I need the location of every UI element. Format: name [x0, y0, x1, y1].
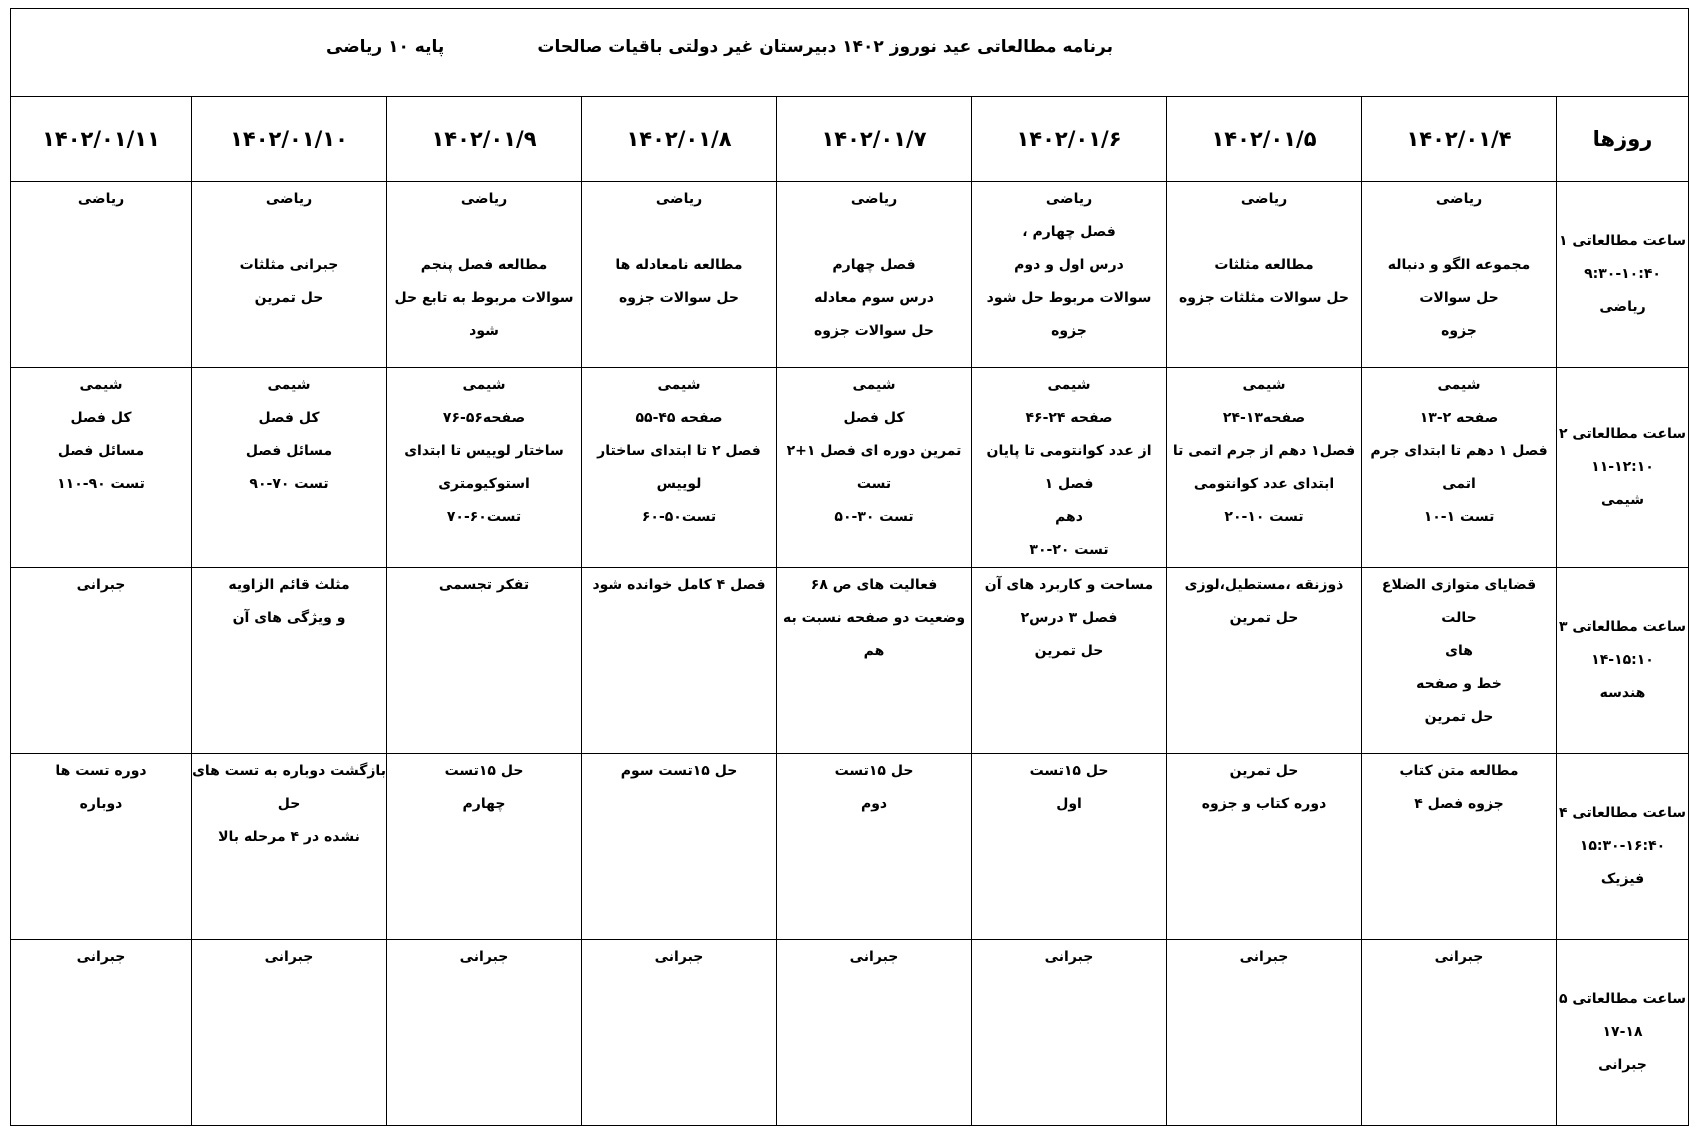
- schedule-cell: [972, 182, 1167, 368]
- schedule-cell: [11, 568, 192, 754]
- cell-line: سوالات مربوط به تابع حل شود: [394, 290, 574, 339]
- cell-line: مطالعه متن کتاب: [1399, 763, 1519, 779]
- date-header: ۱۴۰۲/۰۱/۱۱: [11, 97, 192, 182]
- cell-line: بازگشت دوباره به تست های: [192, 763, 386, 779]
- schedule-cell: [387, 754, 582, 940]
- days-header: روزها: [1557, 97, 1689, 182]
- cell-line: حل تمرین: [1229, 763, 1299, 779]
- date-header: ۱۴۰۲/۰۱/۵: [1167, 97, 1362, 182]
- cell-line: شیمی: [1047, 377, 1091, 393]
- slot-label-line: ریاضی: [1599, 299, 1646, 315]
- schedule-cell: [11, 754, 192, 940]
- cell-line: تست ۱-۱۰: [1423, 509, 1495, 525]
- date-header: ۱۴۰۲/۰۱/۷: [777, 97, 972, 182]
- cell-line: فصل ۱ دهم تا ابتدای جرم اتمی: [1370, 443, 1548, 492]
- cell-line: جبرانی: [76, 577, 126, 593]
- cell-line: جبرانی: [654, 949, 704, 965]
- schedule-cell: [1362, 568, 1557, 754]
- slot-label-line: فیزیک: [1600, 871, 1645, 887]
- cell-line: مثلث قائم الزاویه: [228, 577, 350, 593]
- cell-line: جزوه: [1441, 323, 1477, 339]
- cell-line: کل فصل: [258, 410, 320, 426]
- date-header: ۱۴۰۲/۰۱/۸: [582, 97, 777, 182]
- cell-line: ریاضی: [850, 191, 898, 207]
- slot-label-line: ۱۴-۱۵:۱۰: [1591, 652, 1654, 668]
- schedule-cell: [972, 368, 1167, 568]
- date-header: ۱۴۰۲/۰۱/۹: [387, 97, 582, 182]
- cell-line: مسائل فصل: [245, 443, 333, 459]
- cell-line: جزوه فصل ۴: [1414, 796, 1504, 812]
- cell-line: مطالعه نامعادله ها: [615, 257, 743, 273]
- cell-line: صفحه۵۶-۷۶: [442, 410, 526, 426]
- page-title: برنامه مطالعاتی عید نوروز ۱۴۰۲ دبیرستان غیر دولتی باقیات صالحات: [537, 37, 1114, 57]
- cell-line: های: [1445, 643, 1473, 659]
- slot-label-line: شیمی: [1600, 492, 1645, 508]
- study-slot-row: [11, 182, 1689, 368]
- cell-line: جزوه: [1051, 323, 1087, 339]
- cell-line: فصل ۳ درس۲: [1020, 610, 1118, 626]
- cell-line: ابتدای عدد کوانتومی: [1193, 476, 1335, 492]
- schedule-cell: [1167, 940, 1362, 1126]
- schedule-cell: [972, 940, 1167, 1126]
- cell-line: [1362, 216, 1556, 249]
- schedule-body: [11, 182, 1689, 1126]
- cell-line: حل تمرین: [1034, 643, 1104, 659]
- cell-line: دوره تست ها: [55, 763, 147, 779]
- schedule-cell: [192, 182, 387, 368]
- cell-line: دوم: [860, 796, 888, 812]
- cell-line: فصل ۴ کامل خوانده شود: [592, 577, 766, 593]
- cell-line: شیمی: [657, 377, 701, 393]
- cell-line: درس اول و دوم: [1014, 257, 1124, 273]
- cell-line: ریاضی: [1240, 191, 1288, 207]
- cell-line: [582, 216, 776, 249]
- schedule-cell: [582, 754, 777, 940]
- cell-line: فصل۱ دهم از جرم اتمی تا: [1172, 443, 1356, 459]
- schedule-cell: [1167, 368, 1362, 568]
- cell-line: تست ۳۰-۵۰: [834, 509, 914, 525]
- slot-label-line: ساعت مطالعاتی ۳: [1558, 619, 1687, 635]
- cell-line: [192, 216, 386, 249]
- cell-line: ریاضی: [655, 191, 703, 207]
- cell-line: شیمی: [852, 377, 896, 393]
- cell-line: وضعیت دو صفحه نسبت به هم: [783, 610, 966, 659]
- cell-line: صفحه ۲۴-۴۶: [1025, 410, 1113, 426]
- cell-line: شیمی: [462, 377, 506, 393]
- cell-line: مسائل فصل: [57, 443, 145, 459]
- cell-line: ریاضی: [265, 191, 313, 207]
- cell-line: [777, 216, 971, 249]
- date-header: ۱۴۰۲/۰۱/۱۰: [192, 97, 387, 182]
- slot-label-line: ساعت مطالعاتی ۵: [1558, 991, 1687, 1007]
- schedule-cell: [11, 182, 192, 368]
- cell-line: صفحه ۴۵-۵۵: [635, 410, 723, 426]
- title-row: [11, 9, 1689, 97]
- cell-line: مساحت و کاربرد های آن: [984, 577, 1154, 593]
- cell-line: تفکر تجسمی: [438, 577, 530, 593]
- schedule-cell: [582, 940, 777, 1126]
- slot-label-line: ۹:۳۰-۱۰:۴۰: [1584, 266, 1661, 282]
- date-header-row: [11, 97, 1689, 182]
- schedule-cell: [1167, 182, 1362, 368]
- cell-line: اول: [1056, 796, 1082, 812]
- cell-line: صفحه۱۳-۲۴: [1222, 410, 1306, 426]
- cell-line: حل سوالات مثلثات جزوه: [1179, 290, 1349, 306]
- schedule-sheet: [10, 8, 1688, 1118]
- schedule-cell: [972, 568, 1167, 754]
- cell-line: دهم: [1055, 509, 1083, 525]
- cell-line: جبرانی: [1434, 949, 1484, 965]
- cell-line: درس سوم معادله: [814, 290, 934, 306]
- cell-line: جبرانی: [264, 949, 314, 965]
- cell-line: تست ۹۰-۱۱۰: [57, 476, 145, 492]
- cell-line: حل تمرین: [254, 290, 324, 306]
- cell-line: حل ۱۵تست: [1029, 763, 1109, 779]
- schedule-cell: [777, 368, 972, 568]
- cell-line: سوالات مربوط حل شود: [986, 290, 1152, 306]
- cell-line: جبرانی: [849, 949, 899, 965]
- cell-line: فصل چهارم: [832, 257, 916, 273]
- schedule-cell: [777, 568, 972, 754]
- cell-line: تمرین دوره ای فصل ۱+۲ تست: [786, 443, 962, 492]
- cell-line: شیمی: [1437, 377, 1481, 393]
- cell-line: تست۵۰-۶۰: [641, 509, 717, 525]
- study-slot-row: [11, 368, 1689, 568]
- schedule-cell: [387, 368, 582, 568]
- cell-line: حل ۱۵تست سوم: [620, 763, 738, 779]
- cell-line: مطالعه فصل پنجم: [420, 257, 548, 273]
- cell-line: حل سوالات: [1419, 290, 1499, 306]
- cell-line: ذوزنقه ،مستطیل،لوزی: [1184, 577, 1344, 593]
- schedule-cell: [1362, 368, 1557, 568]
- cell-line: جبرانی: [1239, 949, 1289, 965]
- schedule-cell: [972, 754, 1167, 940]
- cell-line: جبرانی: [76, 949, 126, 965]
- cell-line: و ویژگی های آن: [232, 610, 346, 626]
- cell-line: ریاضی: [77, 191, 125, 207]
- slot-label: [1557, 568, 1689, 754]
- cell-line: مطالعه مثلثات: [1214, 257, 1314, 273]
- study-slot-row: [11, 568, 1689, 754]
- slot-label: [1557, 754, 1689, 940]
- cell-line: جبرانی: [1044, 949, 1094, 965]
- schedule-cell: [11, 940, 192, 1126]
- schedule-cell: [1167, 568, 1362, 754]
- slot-label-line: ۱۱-۱۲:۱۰: [1591, 459, 1654, 475]
- cell-line: چهارم: [462, 796, 506, 812]
- cell-line: جبرانی مثلثات: [239, 257, 339, 273]
- cell-line: مجموعه الگو و دنباله: [1387, 257, 1531, 273]
- cell-line: شیمی: [267, 377, 311, 393]
- cell-line: حل تمرین: [1229, 610, 1299, 626]
- slot-label: [1557, 368, 1689, 568]
- schedule-cell: [192, 754, 387, 940]
- schedule-cell: [192, 568, 387, 754]
- cell-line: فصل ۲ تا ابتدای ساختار لوییس: [597, 443, 761, 492]
- cell-line: تست ۷۰-۹۰: [249, 476, 329, 492]
- schedule-cell: [387, 940, 582, 1126]
- cell-line: حل سوالات جزوه: [619, 290, 739, 306]
- cell-line: کل فصل: [843, 410, 905, 426]
- cell-line: استوکیومتری: [438, 476, 530, 492]
- slot-label-line: ۱۵:۳۰-۱۶:۴۰: [1579, 838, 1666, 854]
- slot-label-line: هندسه: [1599, 685, 1646, 701]
- date-header: ۱۴۰۲/۰۱/۴: [1362, 97, 1557, 182]
- cell-line: قضایای متوازی الضلاع حالت: [1381, 577, 1537, 626]
- schedule-cell: [192, 368, 387, 568]
- cell-line: ریاضی: [1045, 191, 1093, 207]
- cell-line: دوباره: [79, 796, 123, 812]
- schedule-cell: [777, 940, 972, 1126]
- cell-line: کل فصل: [70, 410, 132, 426]
- cell-line: دوره کتاب و جزوه: [1201, 796, 1327, 812]
- schedule-cell: [192, 940, 387, 1126]
- schedule-cell: [11, 368, 192, 568]
- cell-line: فصل چهارم ،: [1022, 224, 1116, 240]
- slot-label: [1557, 182, 1689, 368]
- schedule-cell: [582, 568, 777, 754]
- schedule-cell: [1362, 940, 1557, 1126]
- cell-line: حل: [277, 796, 301, 812]
- cell-line: تست ۲۰-۳۰: [1029, 542, 1109, 558]
- schedule-cell: [582, 368, 777, 568]
- cell-line: جبرانی: [459, 949, 509, 965]
- cell-line: حل سوالات جزوه: [814, 323, 934, 339]
- schedule-cell: [387, 182, 582, 368]
- slot-label-line: ساعت مطالعاتی ۲: [1558, 426, 1687, 442]
- cell-line: تست ۱۰-۲۰: [1224, 509, 1304, 525]
- cell-line: صفحه ۲-۱۳: [1419, 410, 1499, 426]
- schedule-cell: [582, 182, 777, 368]
- schedule-cell: [777, 754, 972, 940]
- cell-line: [1167, 216, 1361, 249]
- cell-line: تست۶۰-۷۰: [446, 509, 522, 525]
- schedule-cell: [387, 568, 582, 754]
- cell-line: فعالیت های ص ۶۸: [810, 577, 938, 593]
- grade-label: پایه ۱۰ ریاضی: [326, 37, 445, 57]
- slot-label-line: ساعت مطالعاتی ۱: [1558, 233, 1687, 249]
- cell-line: ریاضی: [460, 191, 508, 207]
- schedule-cell: [1362, 754, 1557, 940]
- date-header: ۱۴۰۲/۰۱/۶: [972, 97, 1167, 182]
- slot-label-line: جبرانی: [1598, 1057, 1647, 1073]
- schedule-cell: [1362, 182, 1557, 368]
- cell-line: از عدد کوانتومی تا پایان فصل ۱: [986, 443, 1152, 492]
- cell-line: خط و صفحه: [1416, 676, 1502, 692]
- cell-line: شیمی: [79, 377, 123, 393]
- slot-label: [1557, 940, 1689, 1126]
- cell-line: نشده در ۴ مرحله بالا: [218, 829, 360, 845]
- cell-line: [387, 216, 581, 249]
- cell-line: ساختار لوییس تا ابتدای: [404, 443, 564, 459]
- schedule-cell: [777, 182, 972, 368]
- schedule-table: [10, 8, 1689, 1126]
- study-slot-row: [11, 754, 1689, 940]
- cell-line: حل تمرین: [1424, 709, 1494, 725]
- cell-line: شیمی: [1242, 377, 1286, 393]
- study-slot-row: [11, 940, 1689, 1126]
- cell-line: ریاضی: [1435, 191, 1483, 207]
- slot-label-line: ساعت مطالعاتی ۴: [1558, 805, 1687, 821]
- schedule-cell: [1167, 754, 1362, 940]
- cell-line: حل ۱۵تست: [834, 763, 914, 779]
- cell-line: حل ۱۵تست: [444, 763, 524, 779]
- slot-label-line: ۱۷-۱۸: [1602, 1024, 1643, 1040]
